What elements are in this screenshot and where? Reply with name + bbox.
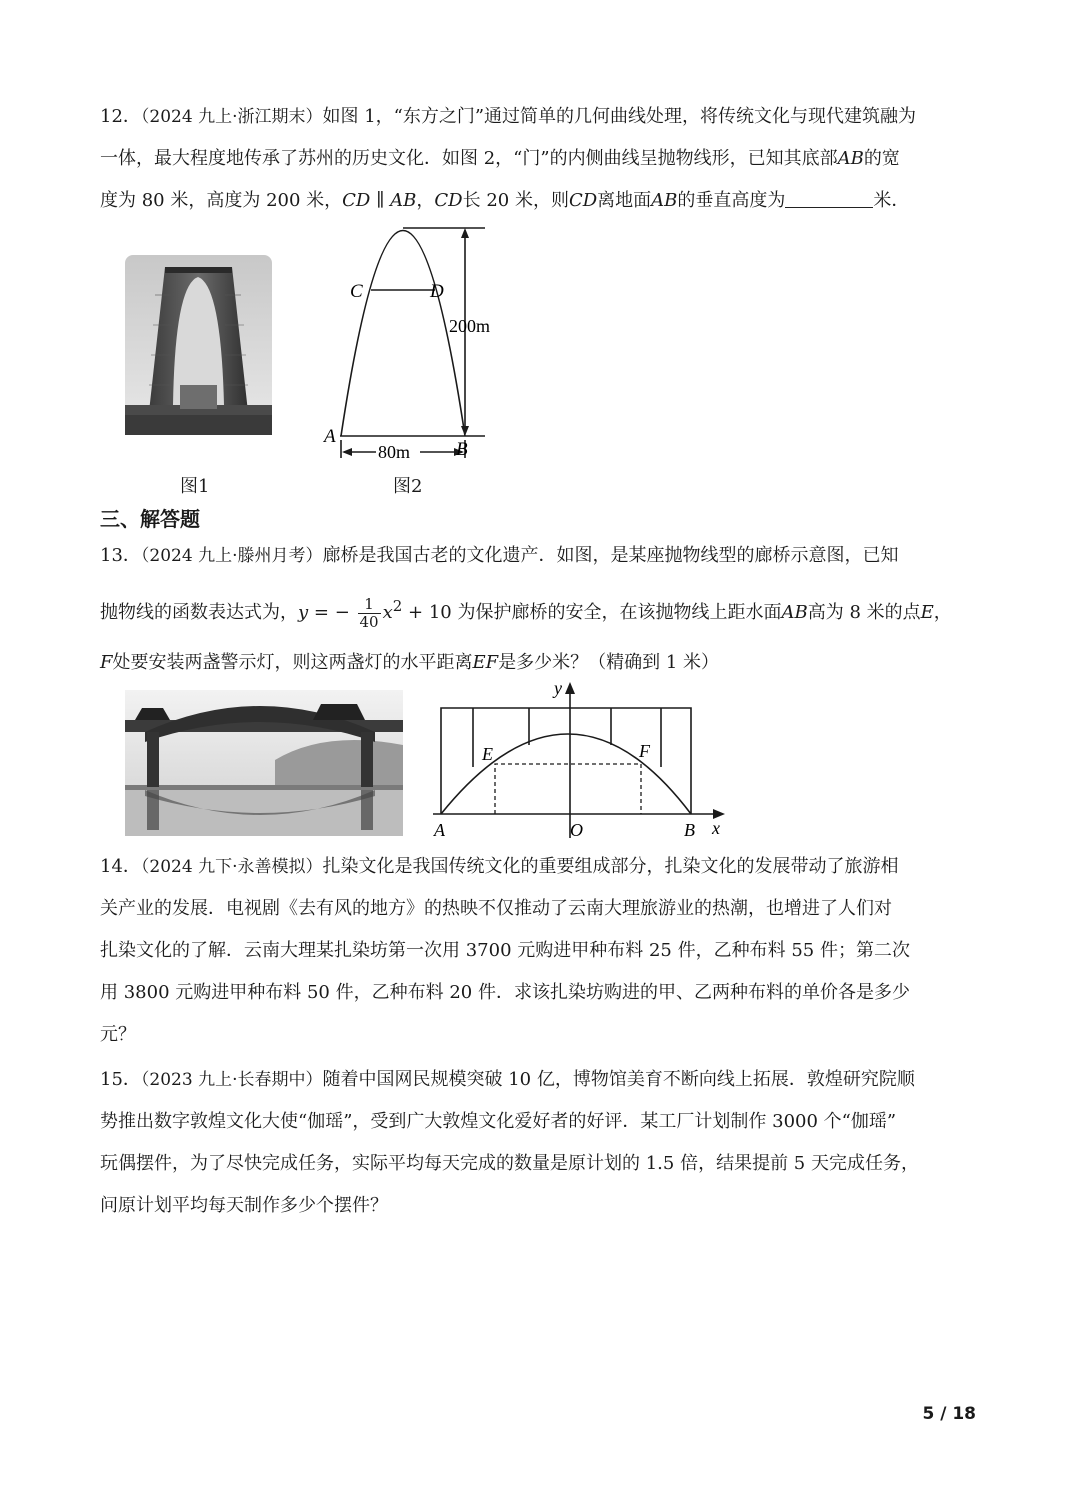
page-number: 5 / 18 <box>922 1404 976 1424</box>
question-source: （2024 九上·滕州月考） <box>140 546 323 566</box>
question-number: 14． <box>100 856 141 877</box>
bridge-coordinate-diagram <box>425 680 735 845</box>
question-13: 13．（2024 九上·滕州月考）廊桥是我国古老的文化遗产．如图，是某座抛物线型的廊桥示意图，已知 抛物线的函数表达式为，y = − $\frac{1}{40}$ $x^2 + 10$ 为保护廊桥的安全，在该抛物线上距水面AB高为 8 米的点E， F处要安装两盏警示灯，则这两盏灯的水平距离EF是多少米？（精确到 1 米） <box>100 545 952 673</box>
question-number: 15． <box>100 1069 141 1090</box>
answer-blank[interactable] <box>785 189 873 208</box>
label-d: D <box>430 281 444 302</box>
figure-1-caption: 图1 <box>180 476 210 497</box>
height-label: 200m <box>449 316 491 336</box>
question-source: （2024 九上·浙江期末） <box>140 107 323 127</box>
label-a: A <box>324 426 336 447</box>
label-c: C <box>350 281 363 302</box>
question-12: 12．（2024 九上·浙江期末）如图 1，“东方之门”通过简单的几何曲线处理，将传统文化与现代建筑融为 一体，最大程度地传承了苏州的历史文化．如图 2，“门”的内侧曲线呈抛物线形，已知其底部AB的宽 度为 80 米，高度为 200 米，CD ∥ AB，CD长 20 米，则CD离地面AB的垂直高度为 米． <box>100 106 917 211</box>
question-15: 15．（2023 九上·长春期中）随着中国网民规模突破 10 亿，博物馆美育不断向线上拓展．敦煌研究院顺 势推出数字敦煌文化大使“伽瑶”，受到广大敦煌文化爱好者的好评．某工厂计划制作 3000 个“伽瑶” 玩偶摆件，为了尽快完成任务，实际平均每天完成的数量是原计划的 1.5 倍，结果提前 5 天完成任务， 问原计划平均每天制作多少个摆件？ <box>100 1069 919 1216</box>
label-e: E <box>482 744 493 764</box>
label-b: B <box>684 820 695 840</box>
question-14: 14．（2024 九下·永善模拟）扎染文化是我国传统文化的重要组成部分，扎染文化的发展带动了旅游相 关产业的发展．电视剧《去有风的地方》的热映不仅推动了云南大理旅游业的热潮，也增进了人们对 扎染文化的了解．云南大理某扎染坊第一次用 3700 元购进甲种布料 25 件，乙种布料 55 件；第二次 用 3800 元购进甲种布料 50 件，乙种布料 20 件．求该扎染坊购进的甲、乙两种布料的单价各是多少 元？ <box>100 856 910 1045</box>
parabola-arch <box>441 734 691 814</box>
label-f: F <box>639 741 650 761</box>
bridge-frame <box>441 708 691 814</box>
fraction: $\frac{1}{40}$ <box>359 594 379 631</box>
question-source: （2023 九上·长春期中） <box>140 1070 323 1090</box>
label-x: x <box>712 818 720 838</box>
question-source: （2024 九下·永善模拟） <box>140 857 323 877</box>
label-y: y <box>554 680 562 698</box>
parabola-curve <box>341 231 465 437</box>
label-a: A <box>434 820 445 840</box>
question-number: 12． <box>100 106 141 127</box>
figure-2-caption: 图2 <box>393 476 423 497</box>
figure-1-building-photo <box>125 255 272 435</box>
question-number: 13． <box>100 545 141 566</box>
bridge-photo <box>125 690 403 836</box>
label-b: B <box>456 439 468 460</box>
width-label: 80m <box>378 442 411 462</box>
ef-dashed-lines <box>495 764 641 814</box>
figure-2-parabola-diagram <box>320 222 495 467</box>
label-o: O <box>570 820 583 840</box>
section-heading: 三、解答题 <box>100 507 200 531</box>
